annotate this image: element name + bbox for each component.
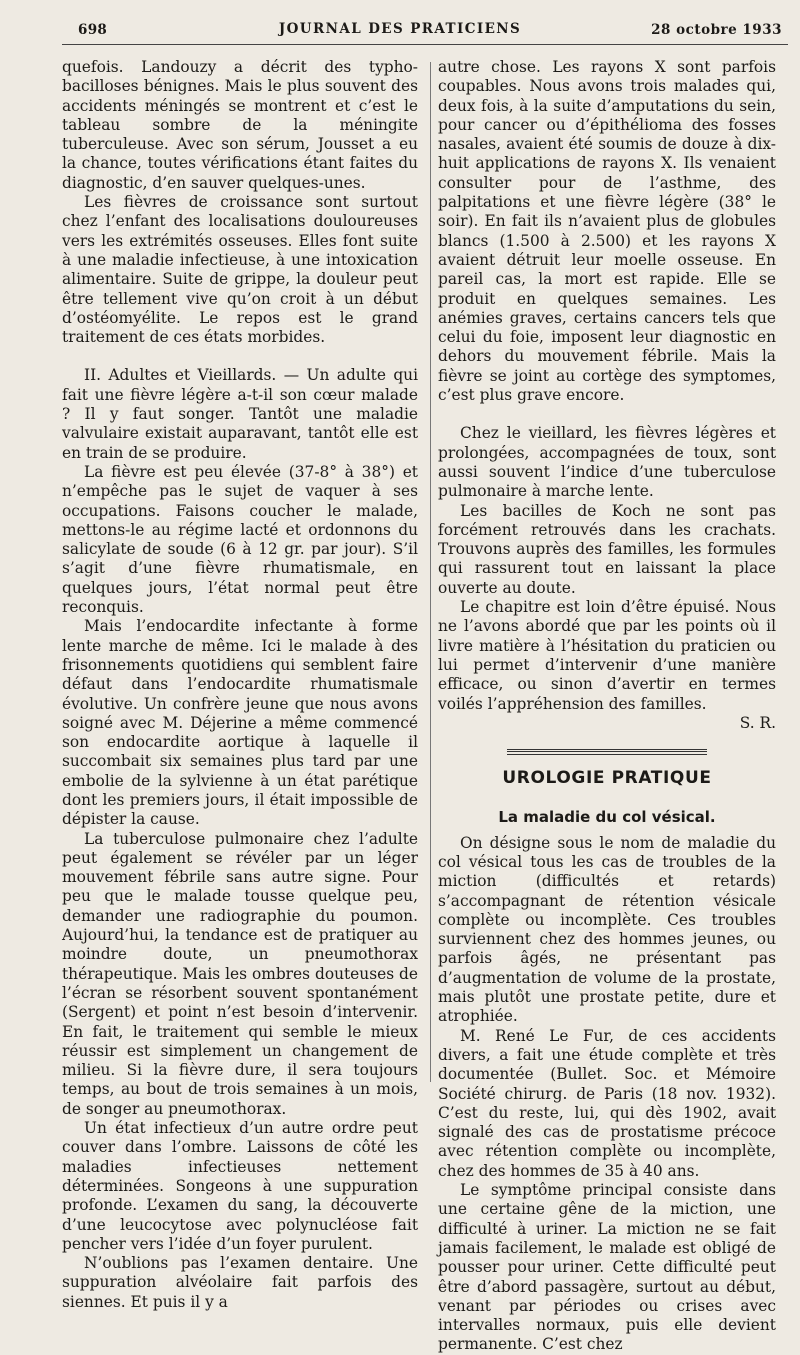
paragraph: quefois. Landouzy a décrit des typho-bacilloses bénignes. Mais le plus souvent des accidents méningés se montrent et c’est le tableau sombre de la méningite tuberculeuse. Avec son sérum, Jousset a eu la chance, toutes vérifications étant faites du diagnostic, d’en sauver quelques-unes. [62,58,418,192]
section-heading-paragraph: II. Adultes et Vieillards. — Un adulte qui fait une fièvre légère a-t-il son cœur malade ? Il y faut songer. Tantôt une maladie valvulaire existait auparavant, tantôt elle est en train de se produire. [62,366,418,462]
paragraph: La fièvre est peu élevée (37-8° à 38°) et n’empêche pas le sujet de vaquer à ses occupations. Faisons coucher le malade, mettons-le au régime lacté et ordonnons du salicylate de soude (6 à 12 gr. par jour). S’il s’agit d’une fièvre rhumatismale, en quelques jours, l’état normal peut être reconquis. [62,462,418,617]
section-title: UROLOGIE PRATIQUE [502,768,712,789]
paragraph: Le symptôme principal consiste dans une certaine gêne de la miction, une difficulté à uriner. La miction ne se fait jamais facilement, le malade est obligé de pousser pour uriner. Cette difficulté peut être d’abord passagère, surtout au début, venant par périodes ou crises avec intervalles normaux, puis elle devient permanente. C’est chez [438,1181,776,1354]
paragraph: Un état infectieux d’un autre ordre peut couver dans l’ombre. Laissons de côté les maladies infectieuses nettement déterminées. Songeons à une suppuration profonde. L’examen du sang, la découverte d’une leucocytose avec polynucléose fait pencher vers l’idée d’un foyer purulent. [62,1119,418,1253]
page-header [0,0,800,46]
section-rule [507,749,707,755]
page-number: 698 [78,22,108,38]
left-column [62,58,418,1312]
right-column [438,58,776,1355]
paragraph: autre chose. Les rayons X sont parfois coupables. Nous avons trois malades qui, deux fois, à la suite d’amputations du sein, pour cancer ou d’épithélioma des fosses nasales, avaient été soumis de douze à dix-huit applications de rayons X. Ils venaient consulter pour de l’asthme, des palpitations et une fièvre légère (38° le soir). En fait ils n’avaient plus de globules blancs (1.500 à 2.500) et les rayons X avaient détruit leur moelle osseuse. En pareil cas, la mort est rapide. Elle se produit en quelques semaines. Les anémies graves, certains cancers tels que celui du foie, imposent leur diagnostic en dehors du mouvement fébrile. Mais la fièvre se joint au cortège des symptomes, c’est plus grave encore. [438,58,776,405]
paragraph: Les bacilles de Koch ne sont pas forcément retrouvés dans les crachats. Trouvons auprès des familles, les formules qui rassurent tout en laissant la place ouverte au doute. [438,501,776,597]
paragraph: On désigne sous le nom de maladie du col vésical tous les cas de troubles de la miction (difficultés et retards) s’accompagnant de rétention vésicale complète ou incomplète. Ces troubles surviennent chez des hommes jeunes, ou parfois âgés, ne présentant pas d’augmentation de volume de la prostate, mais plutôt une prostate petite, dure et atrophiée. [438,833,776,1026]
journal-title: JOURNAL DES PRATICIENS [278,21,522,37]
paragraph: La tuberculose pulmonaire chez l’adulte peut également se révéler par un léger mouvement fébrile sans autre signe. Pour peu que le malade tousse quelque peu, demander une radiographie du poumon. Aujourd’hui, la tendance est de pratiquer au moindre doute, un pneumothorax thérapeutique. Mais les ombres douteuses de l’écran se résorbent souvent spontanément (Sergent) et point n’est besoin d’intervenir. En fait, le traitement qui semble le mieux réussir est simplement un changement de milieu. Si la fièvre dure, il sera toujours temps, au bout de trois semaines à un mois, de songer au pneumothorax. [62,829,418,1118]
paragraph: Mais l’endocardite infectante à forme lente marche de même. Ici le malade à des frisonnements quotidiens qui semblent faire défaut dans l’endocardite rhumatismale évolutive. Un confrère jeune que nous avons soigné avec M. Déjerine a même commencé son endocardite aortique à laquelle il succombait six semaines plus tard par une embolie de la sylvienne à un état parétique dont les premiers jours, il était impossible de dépister la cause. [62,617,418,829]
header-rule [62,44,788,45]
column-divider [430,62,431,1082]
paragraph: Les fièvres de croissance sont surtout chez l’enfant des localisations douloureuses vers les extrémités osseuses. Elles font suite à une maladie infectieuse, à une intoxication alimentaire. Suite de grippe, la douleur peut être tellement vive qu’on croit à un début d’ostéomyélite. Le repos est le grand traitement de ces états morbides. [62,193,418,347]
signature: S. R. [739,713,776,732]
paragraph: M. René Le Fur, de ces accidents divers, a fait une étude complète et très documentée (Bullet. Soc. et Mémoire Société chirurg. de Paris (18 nov. 1932). C’est du reste, lui, qui dès 1902, avait signalé des cas de prostatisme précoce avec rétention complète ou incomplète, chez des hommes de 35 à 40 ans. [438,1026,776,1180]
paragraph: N’oublions pas l’examen dentaire. Une suppuration alvéolaire fait parfois des siennes. Et puis il y a [62,1254,418,1311]
issue-date: 28 octobre 1933 [651,22,782,38]
article-title: La maladie du col vésical. [498,808,716,827]
paragraph: Chez le vieillard, les fièvres légères et prolongées, accompagnées de toux, sont aussi souvent l’indice d’une tuberculose pulmonaire à marche lente. [438,424,776,501]
paragraph: Le chapitre est loin d’être épuisé. Nous ne l’avons abordé que par les points où il livre matière à l’hésitation du praticien ou lui permet d’intervenir d’une manière efficace, ou sinon d’avertir en termes voilés l’appréhension des familles. [438,598,776,713]
